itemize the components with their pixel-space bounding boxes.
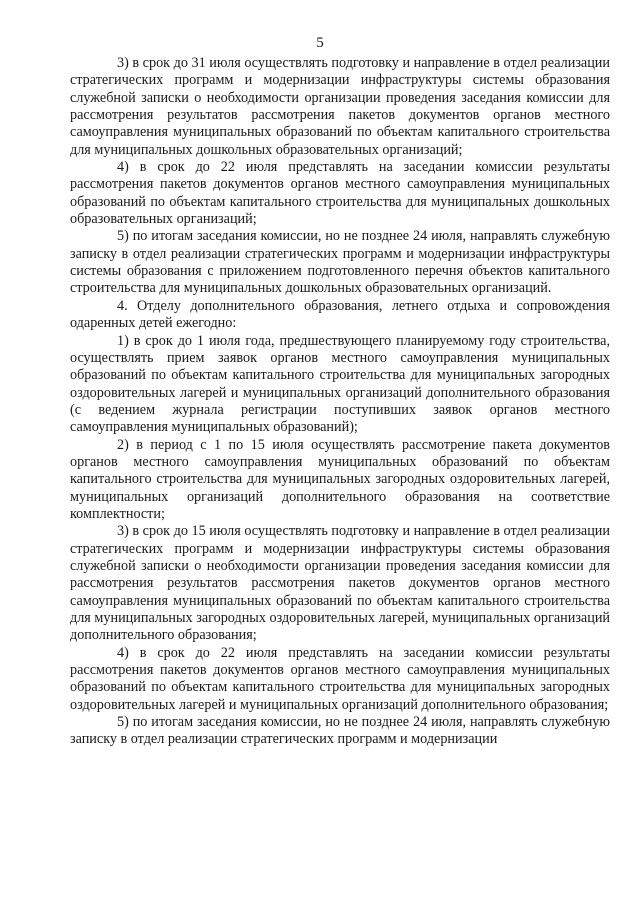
paragraph-4: 4. Отделу дополнительного образования, летнего отдыха и сопровождения одаренных детей ежегодно:	[70, 297, 610, 332]
paragraph-5: 1) в срок до 1 июля года, предшествующего планируемому году строительства, осуществлять прием заявок органов местного самоуправления муниципальных образований по объектам капитального строительства для муниципальных загородных оздоровительных лагерей и муниципальных организаций дополнительного образования (с ведением журнала регистрации поступивших заявок органов местного самоуправления муниципальных образований);	[70, 332, 610, 436]
paragraph-9: 5) по итогам заседания комиссии, но не позднее 24 июля, направлять служебную записку в отдел реализации стратегических программ и модернизации	[70, 714, 610, 748]
paragraph-1: 3) в срок до 31 июля осуществлять подготовку и направление в отдел реализации стратегических программ и модернизации инфраструктуры системы образования служебной записки о необходимости организации проведения заседания комиссии для рассмотрения результатов рассмотрения пакетов документов органов местного самоуправления муниципальных образований по объектам капитального строительства для муниципальных дошкольных образовательных организаций;	[70, 55, 610, 158]
paragraph-6: 2) в период с 1 по 15 июля осуществлять рассмотрение пакета документов органов местного самоуправления муниципальных образований по объектам капитального строительства для муниципальных загородных оздоровительных лагерей, муниципальных организаций дополнительного образования на соответствие комплектности;	[70, 436, 610, 522]
page-number: 5	[316, 35, 324, 51]
document-body	[70, 55, 610, 749]
paragraph-8: 4) в срок до 22 июля представлять на заседании комиссии результаты рассмотрения пакетов документов органов местного самоуправления муниципальных образований по объектам капитального строительства для муниципальных загородных оздоровительных лагерей и муниципальных организаций дополнительного образования;	[70, 644, 610, 713]
paragraph-2: 4) в срок до 22 июля представлять на заседании комиссии результаты рассмотрения пакетов документов органов местного самоуправления муниципальных образований по объектам капитального строительства для муниципальных дошкольных образовательных организаций;	[70, 159, 610, 228]
paragraph-3: 5) по итогам заседания комиссии, но не позднее 24 июля, направлять служебную записку в отдел реализации стратегических программ и модернизации инфраструктуры системы образования с приложением подготовленного перечня объектов капитального строительства для муниципальных дошкольных образовательных организаций.	[70, 228, 610, 297]
paragraph-7: 3) в срок до 15 июля осуществлять подготовку и направление в отдел реализации стратегических программ и модернизации инфраструктуры системы образования служебной записки о необходимости организации проведения заседания комиссии для рассмотрения результатов рассмотрения пакетов документов органов местного самоуправления муниципальных образований по объектам капитального строительства для муниципальных загородных оздоровительных лагерей, муниципальных организаций дополнительного образования;	[70, 523, 610, 644]
